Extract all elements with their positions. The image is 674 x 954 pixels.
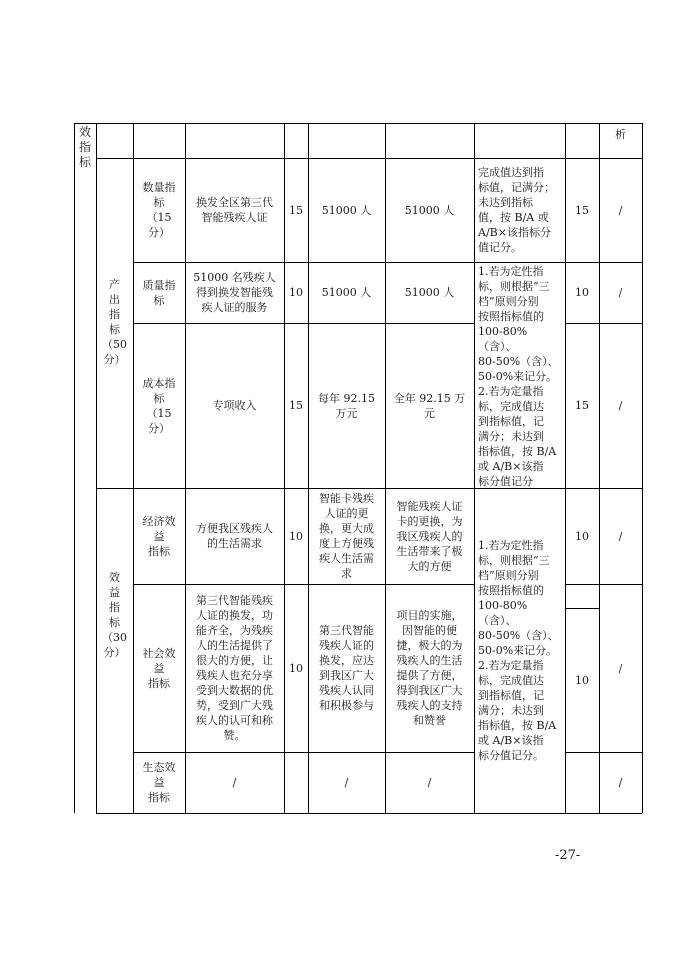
output-group-label: 产 出 指 标 （50 分） <box>102 278 127 366</box>
page-number: -27- <box>555 848 581 863</box>
table-border <box>642 123 643 813</box>
social-got: 10 <box>575 673 589 687</box>
quantity-reason: / <box>618 203 623 217</box>
quantity-target: 51000 人 <box>321 203 372 217</box>
economic-content: 方便我区残疾人 的生活需求 <box>196 522 273 550</box>
social-reason: / <box>618 661 623 675</box>
social-indicator-name: 社会效 益 指标 <box>142 646 176 690</box>
social-actual: 项目的实施， 因智能的便 捷，极大的为 残疾人的生活 提供了方便， 得到我区广大 残疾人的支持 和赞誉 <box>396 609 463 727</box>
quantity-actual: 51000 人 <box>404 203 455 217</box>
quality-score: 10 <box>289 286 303 299</box>
category-label: 效 指 标 <box>78 125 91 169</box>
table-border <box>74 123 75 813</box>
cost-score: 15 <box>289 399 303 412</box>
quantity-indicator-name: 数量指 标 （15 分） <box>142 181 176 239</box>
row-line <box>96 813 642 814</box>
economic-target: 智能卡残疾 人证的更 换，更大成 度上方便残 疾人生活需 求 <box>319 492 374 580</box>
quantity-content: 换发全区第三代 智能残疾人证 <box>196 196 273 224</box>
column-fragment: 析 <box>615 127 626 141</box>
economic-reason: / <box>618 529 623 543</box>
ecological-indicator-name: 生态效 益 指标 <box>142 761 176 804</box>
quality-actual: 51000 人 <box>404 286 455 299</box>
ecological-actual: / <box>427 776 432 789</box>
economic-score: 10 <box>289 529 303 543</box>
cost-indicator-name: 成本指 标 （15 分） <box>142 376 176 435</box>
quantity-score: 15 <box>289 203 303 217</box>
quality-target: 51000 人 <box>321 286 372 299</box>
quality-got: 10 <box>575 286 589 299</box>
cost-reason: / <box>618 399 623 412</box>
quantity-rule: 完成值达到指 标值，记满分； 未达到指标 值，按 B/A 或 A/B×该指标分 值记分。 <box>478 166 555 254</box>
ecological-content: / <box>232 776 237 789</box>
cost-target: 每年 92.15 万元 <box>318 391 375 420</box>
social-score: 10 <box>289 661 303 675</box>
economic-indicator-name: 经济效 益 指标 <box>142 514 176 558</box>
quality-cost-rule: 1.若为定性指 标，则根据“三 档”原则分别 按照指标值的 100-80%（含）、 80-50%（含）、 50-0%来记分。 2.若为定量指 标，完成值达 到指标值，记 满分；未达到 指标值，按 B/A 或 A/B×该指 标分值记分 <box>478 265 559 488</box>
social-content: 第三代智能残疾 人证的换发，功 能齐全，为残疾 人的生活提供了 很大的方便，让 残疾人也充分享 受到大数据的优 势，受到广大残 疾人的认可和称 赞。 <box>196 594 273 742</box>
economic-got: 10 <box>575 529 589 543</box>
ecological-target: / <box>344 776 349 789</box>
cost-got: 15 <box>575 399 589 412</box>
economic-actual: 智能残疾人证 卡的更换，为 我区残疾人的 生活带来了极 大的方便 <box>396 499 463 573</box>
social-target: 第三代智能 残疾人证的 换发，应达 到我区广大 残疾人认同 和积极参与 <box>319 624 374 712</box>
ecological-reason: / <box>618 776 623 789</box>
benefit-rule: 1.若为定性指 标，则根据“三 档”原则分别 按照指标值的 100-80%（含）、 80-50%（含）、 50-0%来记分。 2.若为定量指 标，完成值达 到指标值，记 满分；未达到 指标值，按 B/A 或 A/B×该指 标分值记分。 <box>478 539 559 762</box>
cost-actual: 全年 92.15 万 元 <box>393 391 466 420</box>
quality-indicator-name: 质量指 标 <box>142 278 176 307</box>
quality-reason: / <box>618 286 623 299</box>
quantity-got: 15 <box>575 203 589 217</box>
benefit-group-label: 效 益 指 标 （30 分） <box>102 571 127 659</box>
cost-content: 专项收入 <box>212 399 257 412</box>
quality-content: 51000 名残疾人 得到换发智能残 疾人证的服务 <box>193 271 276 314</box>
row-line <box>74 123 642 124</box>
col-line <box>96 123 97 813</box>
